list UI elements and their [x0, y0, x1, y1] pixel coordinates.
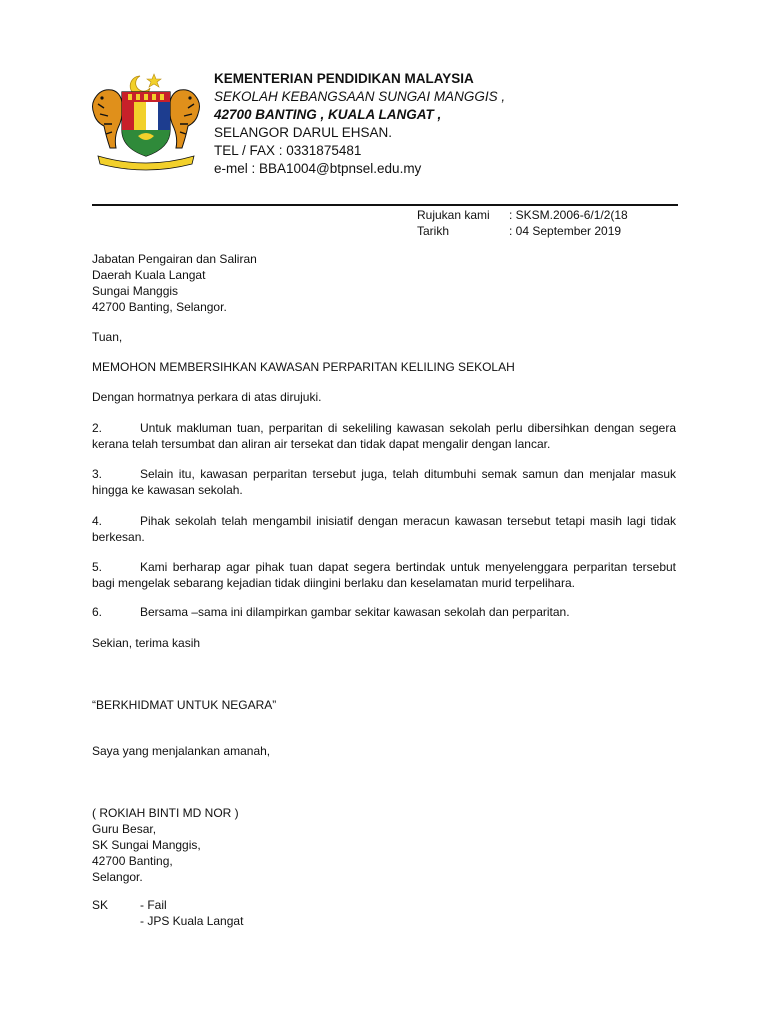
- cc-item: - Fail: [140, 898, 167, 912]
- recipient-line: Sungai Manggis: [92, 284, 179, 298]
- reference-label: Rujukan kami: [417, 208, 490, 222]
- paragraph: [92, 466, 676, 498]
- cc-block: [92, 897, 676, 929]
- paragraph-number: 4.: [92, 514, 103, 528]
- recipient-address: [92, 251, 676, 315]
- signatory-state: Selangor.: [92, 870, 143, 884]
- letterhead-divider: [92, 204, 678, 206]
- signatory-postcode: 42700 Banting,: [92, 854, 173, 868]
- paragraph-number: 2.: [92, 421, 103, 435]
- paragraph-text: Bersama –sama ini dilampirkan gambar sekitar kawasan sekolah dan perparitan.: [140, 605, 570, 619]
- letter-subject: MEMOHON MEMBERSIHKAN KAWASAN PERPARITAN KELILING SEKOLAH: [92, 360, 515, 374]
- letterhead: [214, 70, 505, 178]
- signatory-school: SK Sungai Manggis,: [92, 838, 201, 852]
- coat-of-arms-logo: [88, 70, 204, 172]
- school-tel-fax: TEL / FAX : 0331875481: [214, 143, 362, 158]
- signatory-name: ( ROKIAH BINTI MD NOR ): [92, 806, 239, 820]
- recipient-line: Jabatan Pengairan dan Saliran: [92, 252, 257, 266]
- signatory-title: Guru Besar,: [92, 822, 157, 836]
- reference-value: : SKSM.2006-6/1/2(18: [509, 208, 628, 222]
- ministry-name: KEMENTERIAN PENDIDIKAN MALAYSIA: [214, 71, 474, 86]
- signatory-block: [92, 805, 676, 885]
- date-value: : 04 September 2019: [509, 224, 622, 238]
- date-label: Tarikh: [417, 224, 450, 238]
- paragraph: [92, 559, 676, 591]
- cc-item: - JPS Kuala Langat: [140, 914, 244, 928]
- motto: “BERKHIDMAT UNTUK NEGARA”: [92, 698, 277, 712]
- school-state: SELANGOR DARUL EHSAN.: [214, 125, 393, 140]
- closing-line: Sekian, terima kasih: [92, 636, 201, 650]
- recipient-line: 42700 Banting, Selangor.: [92, 300, 227, 314]
- school-address: 42700 BANTING , KUALA LANGAT ,: [214, 107, 442, 122]
- paragraph-number: 5.: [92, 560, 103, 574]
- paragraph-text: Selain itu, kawasan perparitan tersebut juga, telah ditumbuhi semak samun dan menjalar masuk hingga ke kawasan sekolah.: [92, 467, 676, 497]
- cc-label: SK: [92, 898, 109, 912]
- recipient-line: Daerah Kuala Langat: [92, 268, 206, 282]
- school-name: SEKOLAH KEBANGSAAN SUNGAI MANGGIS ,: [214, 89, 506, 104]
- sign-off: Saya yang menjalankan amanah,: [92, 744, 271, 758]
- paragraph: [92, 420, 676, 452]
- school-email: e-mel : BBA1004@btpnsel.edu.my: [214, 161, 422, 176]
- paragraph: [92, 513, 676, 545]
- opening-line: Dengan hormatnya perkara di atas dirujuki.: [92, 390, 322, 404]
- salutation: Tuan,: [92, 330, 123, 344]
- paragraph: [92, 604, 676, 620]
- paragraph-text: Pihak sekolah telah mengambil inisiatif dengan meracun kawasan tersebut tetapi masih lagi tidak berkesan.: [92, 514, 676, 544]
- paragraph-text: Untuk makluman tuan, perparitan di sekeliling kawasan sekolah perlu dibersihkan dengan segera kerana telah tersumbat dan aliran air tersekat dan tidak dapat mengalir dengan lancar.: [92, 421, 676, 451]
- paragraph-text: Kami berharap agar pihak tuan dapat segera bertindak untuk menyelenggara perparitan tersebut bagi mengelak sebarang kejadian tidak diingini berlaku dan keselamatan murid terpelihara.: [92, 560, 676, 590]
- reference-block: [417, 207, 628, 239]
- paragraph-number: 3.: [92, 467, 103, 481]
- paragraph-number: 6.: [92, 605, 103, 619]
